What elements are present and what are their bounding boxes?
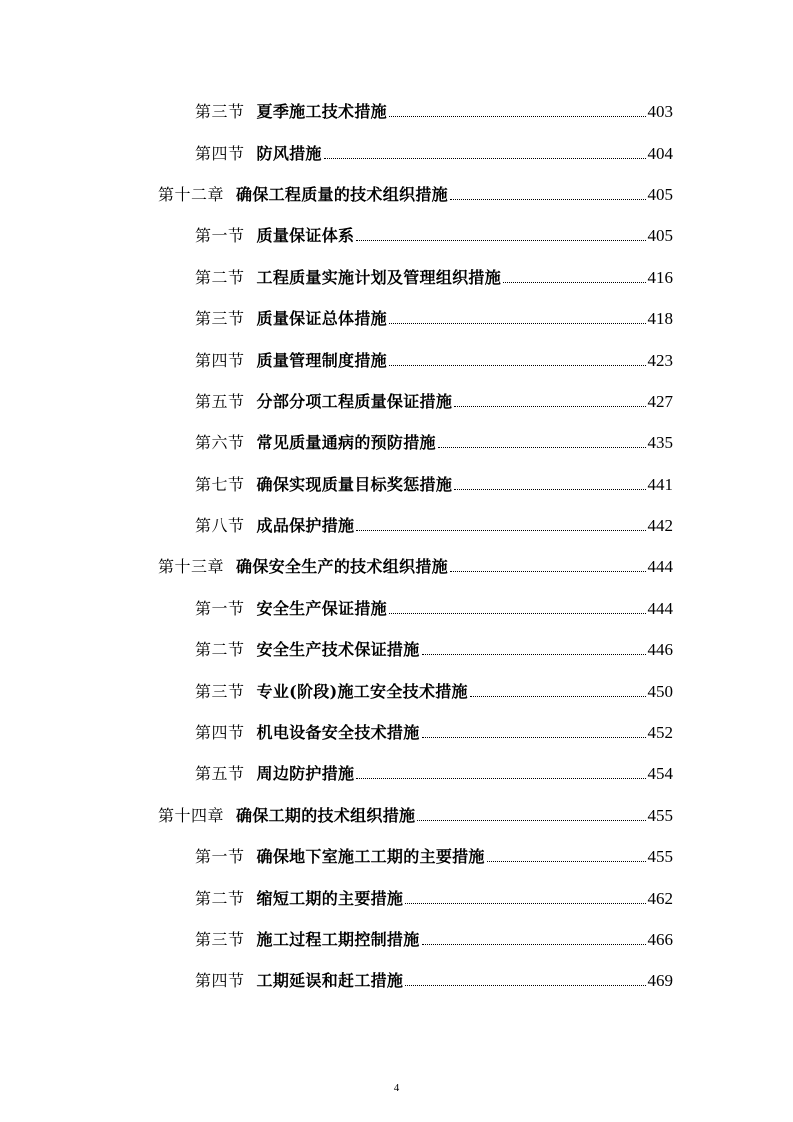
toc-entry-label: 第六节 (195, 433, 245, 453)
toc-entry-label: 第三节 (195, 309, 245, 329)
toc-entry-label: 第一节 (195, 226, 245, 246)
dot-leader (422, 737, 646, 738)
toc-entry-line (195, 223, 673, 246)
toc-section-entry[interactable] (0, 835, 793, 876)
toc-entry-title: 分部分项工程质量保证措施 (256, 391, 453, 411)
table-of-contents (0, 90, 793, 1001)
toc-entry-label: 第三节 (195, 930, 245, 949)
toc-entry-title: 专业(阶段)施工安全技术措施 (256, 681, 468, 701)
toc-section-entry[interactable] (0, 90, 793, 131)
toc-entry-line (195, 348, 673, 371)
toc-entry-label: 第三节 (195, 681, 245, 701)
toc-entry-title: 质量保证体系 (256, 226, 355, 246)
toc-entry-line (195, 306, 673, 329)
toc-entry-label: 第四节 (195, 723, 245, 743)
toc-entry-page: 435 (647, 433, 673, 453)
toc-entry-label: 第二节 (195, 640, 245, 660)
toc-section-entry[interactable] (0, 463, 793, 504)
toc-entry-line (195, 141, 673, 164)
toc-entry-line (195, 513, 673, 536)
toc-entry-page: 405 (647, 226, 673, 246)
toc-entry-title: 质量管理制度措施 (256, 350, 387, 370)
dot-leader (422, 944, 646, 945)
toc-entry-label: 第五节 (195, 764, 245, 784)
toc-entry-title: 缩短工期的主要措施 (256, 888, 404, 908)
toc-entry-page: 404 (647, 143, 673, 163)
toc-section-entry[interactable] (0, 711, 793, 752)
page-number: 4 (393, 1082, 400, 1094)
toc-section-entry[interactable] (0, 959, 793, 1000)
toc-section-entry[interactable] (0, 338, 793, 379)
toc-entry-line (158, 182, 673, 205)
toc-entry-page: 416 (647, 267, 673, 287)
toc-entry-title: 夏季施工技术措施 (256, 102, 387, 122)
toc-section-entry[interactable] (0, 214, 793, 255)
toc-entry-title: 防风措施 (256, 143, 322, 163)
toc-entry-label: 第一节 (195, 598, 245, 618)
toc-entry-line (195, 637, 673, 660)
toc-entry-line (195, 679, 673, 702)
dot-leader (450, 571, 646, 572)
toc-entry-line (195, 265, 673, 288)
toc-entry-label: 第八节 (195, 516, 245, 536)
toc-entry-label: 第七节 (195, 474, 245, 494)
toc-section-entry[interactable] (0, 380, 793, 421)
toc-entry-title: 成品保护措施 (256, 516, 355, 536)
toc-entry-page: 405 (647, 184, 673, 204)
toc-section-entry[interactable] (0, 876, 793, 917)
toc-entry-page: 444 (647, 598, 673, 618)
dot-leader (470, 696, 646, 697)
toc-chapter-entry[interactable] (0, 794, 793, 835)
dot-leader (405, 985, 645, 986)
toc-section-entry[interactable] (0, 504, 793, 545)
toc-section-entry[interactable] (0, 131, 793, 172)
dot-leader (438, 447, 646, 448)
toc-entry-line (195, 761, 673, 784)
toc-entry-line (195, 844, 673, 867)
toc-entry-title: 确保安全生产的技术组织措施 (236, 557, 448, 577)
toc-chapter-entry[interactable] (0, 173, 793, 214)
toc-entry-page: 403 (647, 102, 673, 122)
toc-entry-page: 446 (647, 640, 673, 660)
toc-section-entry[interactable] (0, 421, 793, 462)
toc-entry-label: 第四节 (195, 971, 245, 991)
toc-section-entry[interactable] (0, 918, 793, 959)
dot-leader (356, 778, 645, 779)
toc-section-entry[interactable] (0, 628, 793, 669)
toc-entry-page: 427 (647, 391, 673, 411)
toc-entry-page: 455 (647, 805, 673, 825)
toc-entry-page: 444 (647, 557, 673, 577)
dot-leader (324, 158, 646, 159)
toc-entry-label: 第五节 (195, 391, 245, 411)
dot-leader (356, 240, 645, 241)
toc-section-entry[interactable] (0, 297, 793, 338)
toc-entry-page: 442 (647, 516, 673, 536)
toc-entry-line (195, 99, 673, 122)
dot-leader (389, 613, 646, 614)
toc-entry-line (158, 803, 673, 826)
toc-entry-page: 450 (647, 681, 673, 701)
toc-entry-title: 确保工期的技术组织措施 (236, 805, 416, 825)
dot-leader (405, 903, 645, 904)
dot-leader (503, 282, 645, 283)
toc-section-entry[interactable] (0, 587, 793, 628)
dot-leader (356, 530, 645, 531)
toc-entry-page: 418 (647, 309, 673, 329)
toc-entry-label: 第四节 (195, 350, 245, 370)
dot-leader (454, 406, 645, 407)
toc-entry-page: 454 (647, 764, 673, 784)
toc-entry-title: 确保实现质量目标奖惩措施 (256, 474, 453, 494)
toc-entry-title: 安全生产技术保证措施 (256, 640, 420, 660)
toc-entry-title: 周边防护措施 (256, 764, 355, 784)
toc-entry-label: 第二节 (195, 267, 245, 287)
toc-entry-page: 466 (647, 930, 673, 949)
toc-section-entry[interactable] (0, 256, 793, 297)
toc-entry-line (195, 472, 673, 495)
toc-entry-page: 469 (647, 971, 673, 991)
dot-leader (389, 116, 646, 117)
toc-entry-line (195, 927, 673, 950)
toc-entry-line (195, 389, 673, 412)
toc-entry-title: 机电设备安全技术措施 (256, 723, 420, 743)
toc-entry-line (195, 430, 673, 453)
toc-entry-page: 462 (647, 888, 673, 908)
toc-entry-line (195, 720, 673, 743)
toc-entry-title: 施工过程工期控制措施 (256, 930, 420, 949)
toc-entry-label: 第十三章 (158, 557, 225, 577)
toc-section-entry[interactable] (0, 669, 793, 710)
toc-entry-title: 质量保证总体措施 (256, 309, 387, 329)
toc-entry-label: 第四节 (195, 143, 245, 163)
toc-entry-line (195, 968, 673, 991)
toc-entry-page: 455 (647, 847, 673, 867)
toc-entry-title: 确保工程质量的技术组织措施 (236, 184, 448, 204)
toc-entry-label: 第三节 (195, 102, 245, 122)
toc-entry-line (158, 554, 673, 577)
toc-entry-label: 第一节 (195, 847, 245, 867)
toc-entry-label: 第十四章 (158, 805, 225, 825)
toc-entry-page: 423 (647, 350, 673, 370)
toc-entry-title: 确保地下室施工工期的主要措施 (256, 847, 485, 867)
toc-entry-title: 工程质量实施计划及管理组织措施 (256, 267, 502, 287)
toc-entry-line (195, 886, 673, 909)
toc-entry-label: 第二节 (195, 888, 245, 908)
toc-entry-title: 安全生产保证措施 (256, 598, 387, 618)
dot-leader (417, 820, 645, 821)
toc-chapter-entry[interactable] (0, 545, 793, 586)
dot-leader (389, 323, 646, 324)
dot-leader (422, 654, 646, 655)
dot-leader (389, 365, 646, 366)
toc-entry-title: 工期延误和赶工措施 (256, 971, 404, 991)
dot-leader (454, 489, 645, 490)
toc-section-entry[interactable] (0, 752, 793, 793)
toc-entry-title: 常见质量通病的预防措施 (256, 433, 436, 453)
dot-leader (487, 861, 646, 862)
toc-entry-label: 第十二章 (158, 184, 225, 204)
dot-leader (450, 199, 646, 200)
toc-entry-page: 452 (647, 723, 673, 743)
toc-entry-page: 441 (647, 474, 673, 494)
toc-entry-line (195, 596, 673, 619)
